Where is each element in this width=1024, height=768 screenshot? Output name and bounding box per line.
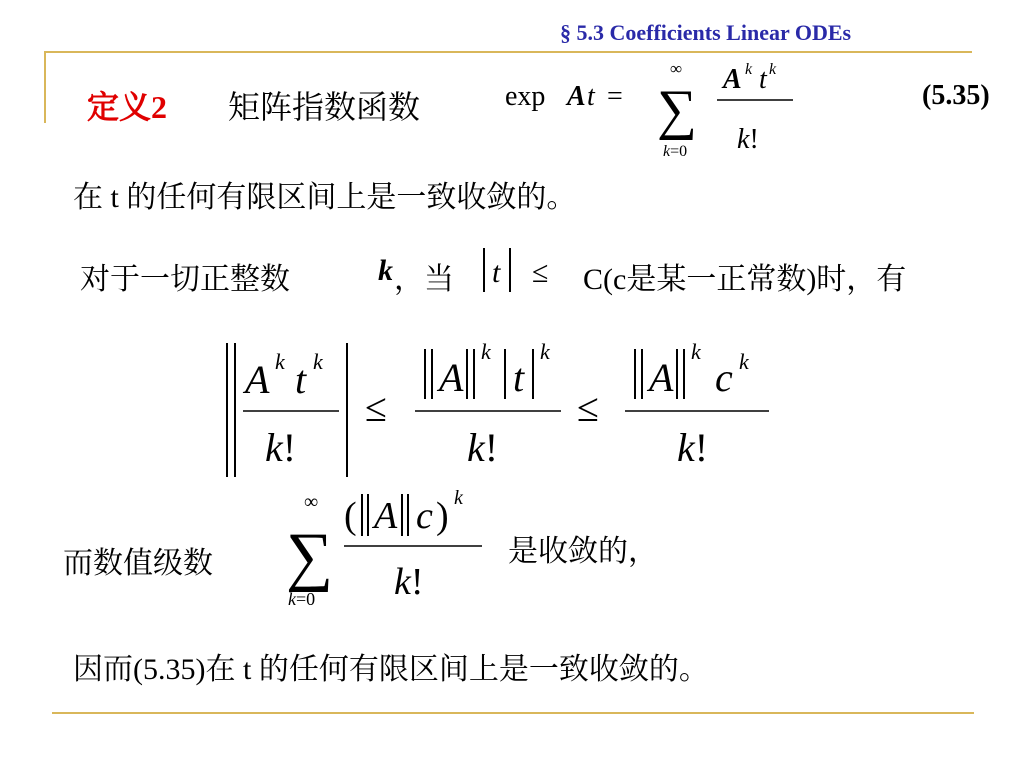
svg-text:t: t [513,355,525,400]
svg-text:k!: k! [737,124,759,155]
svg-text:≤: ≤ [532,256,549,289]
svg-text:∞: ∞ [304,491,319,513]
for-all-k-prefix: 对于一切正整数 [80,263,290,296]
definition-formula [495,58,815,168]
bottom-rule [52,712,974,714]
svg-text:k: k [745,61,753,78]
svg-text:k: k [313,349,323,374]
left-rule [44,51,46,123]
svg-text:k: k [769,61,777,78]
svg-text:k: k [275,349,285,374]
svg-text:∞: ∞ [670,59,683,78]
uniform-convergence-text: 在 t 的任何有限区间上是一致收敛的。 [73,181,577,214]
svg-text:A: A [439,355,464,400]
svg-text:k: k [691,339,701,364]
when-text: ，当 [394,263,454,296]
svg-text:): ) [436,495,449,537]
definition-label: 定义2 [87,89,168,125]
definition-title: 矩阵指数函数 [228,89,421,125]
svg-text:A: A [567,81,586,112]
svg-text:k=0: k=0 [288,589,316,609]
numeric-series-prefix: 而数值级数 [63,547,213,580]
k-symbol: k [378,254,393,287]
conclusion-text: 因而(5.35)在 t 的任何有限区间上是一致收敛的。 [73,653,709,686]
svg-text:A: A [245,357,270,402]
svg-text:(: ( [344,495,357,537]
series-convergent-text: 是收敛的， [508,535,658,568]
svg-text:t: t [759,64,767,95]
svg-text:k!: k! [677,425,709,470]
svg-text:t: t [587,81,595,112]
svg-text:t: t [492,256,501,289]
svg-text:∑: ∑ [286,520,334,593]
svg-text:k!: k! [467,425,499,470]
svg-text:=: = [607,81,623,112]
svg-text:∑: ∑ [657,79,697,141]
svg-text:≤: ≤ [365,385,387,430]
top-rule [44,51,972,53]
svg-text:exp: exp [505,81,546,112]
norm-inequality-formula [215,335,785,485]
svg-text:k!: k! [394,561,424,603]
svg-text:k: k [540,339,550,364]
svg-text:k: k [454,487,463,509]
svg-text:k: k [739,349,749,374]
svg-text:k!: k! [265,425,297,470]
svg-text:A: A [723,64,742,95]
svg-text:c: c [715,355,733,400]
svg-text:t: t [295,357,307,402]
svg-text:A: A [649,355,674,400]
series-formula [282,486,492,611]
svg-text:A: A [374,495,398,537]
svg-text:k: k [481,339,491,364]
svg-text:c: c [416,495,433,537]
svg-text:≤: ≤ [577,385,599,430]
svg-text:k=0: k=0 [663,143,688,160]
equation-number: (5.35) [922,80,990,111]
header-title: § 5.3 Coefficients Linear ODEs [560,20,852,45]
abs-t-le [480,246,576,296]
constant-condition-text: C(c是某一正常数)时，有 [583,263,907,296]
